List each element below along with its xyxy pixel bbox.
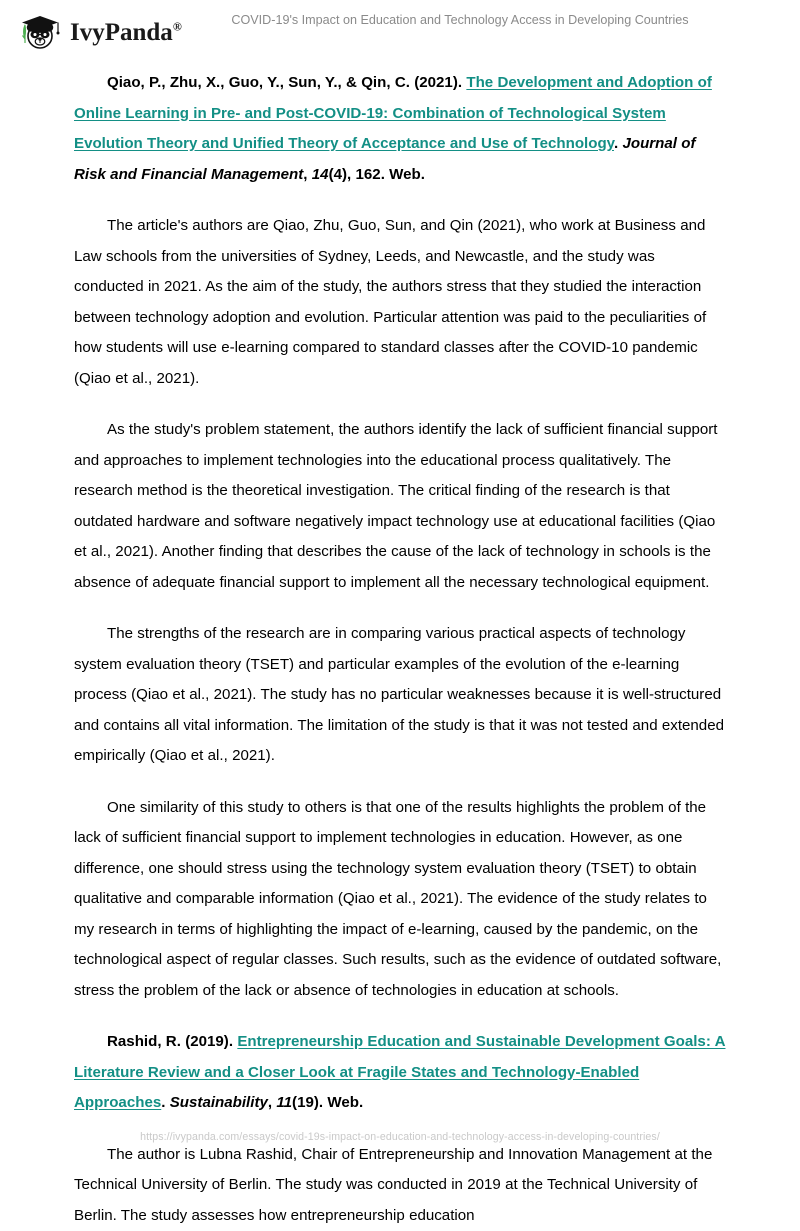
reference-authors-year: Qiao, P., Zhu, X., Guo, Y., Sun, Y., & Qin, C. (2021). [107, 74, 466, 91]
reference-title-link[interactable]: Entrepreneurship Education and Sustainable Development Goals: A Literature Review and a Closer Look at Fragile States and Technology-Enabled Approaches [74, 1033, 726, 1111]
paragraph-strengths-weaknesses: The strengths of the research are in comparing various practical aspects of technology system evaluation theory (TSET) and particular examples of the evolution of the e-learning process (Qiao et al., 2021). The study has no particular weaknesses because it is well-structured and contains all vital information. The limitation of the study is that it was not tested and extended empirically (Qiao et al., 2021). [74, 619, 726, 772]
paragraph-article-authors: The article's authors are Qiao, Zhu, Guo, Sun, and Qin (2021), who work at Business and Law schools from the universities of Sydney, Leeds, and Newcastle, and the study was conducted in 2021. As the aim of the study, the authors stress that they studied the interaction between technology adoption and evolution. Particular attention was paid to the peculiarities of how students will use e-learning compared to standard classes after the COVID-10 pandemic (Qiao et al., 2021). [74, 211, 726, 394]
page-header [0, 0, 800, 57]
document-body [74, 68, 726, 1231]
brand-name-text: IvyPanda [70, 19, 173, 46]
reference-title-link[interactable]: The Development and Adoption of Online Learning in Pre- and Post-COVID-19: Combination of Technological System Evolution Theory and Unified Theory of Acceptance and Use of Technology [74, 74, 712, 152]
registered-trademark-symbol: ® [173, 19, 182, 33]
paragraph-rashid-author: The author is Lubna Rashid, Chair of Entrepreneurship and Innovation Management at the Technical University of Berlin. The study was conducted in 2019 at the Technical University of Berlin. The study assesses how entrepreneurship education [74, 1140, 726, 1231]
reference-volume: 11 [276, 1094, 292, 1111]
paragraph-problem-statement: As the study's problem statement, the authors identify the lack of sufficient financial support and approaches to implement technologies into the educational process qualitatively. The research method is the theoretical investigation. The critical finding of the research is that outdated hardware and software negatively impact technology use at educational facilities (Qiao et al., 2021). Another finding that describes the cause of the lack of technology in schools is the absence of adequate financial support to implement all the necessary technological equipment. [74, 415, 726, 598]
reference-journal-name: Sustainability [170, 1094, 268, 1111]
reference-issue-page: (19). Web. [292, 1094, 363, 1111]
reference-comma: , [268, 1094, 277, 1111]
reference-volume: 14 [312, 166, 329, 183]
reference-issue-page: (4), 162. Web. [329, 166, 425, 183]
footer-source-url[interactable]: https://ivypanda.com/essays/covid-19s-impact-on-education-and-technology-access-in-developing-countries/ [0, 1131, 800, 1143]
reference-punctuation: . [614, 135, 623, 152]
reference-journal-name: Journal of Risk and Financial Management [74, 135, 696, 183]
paragraph-similarities-differences: One similarity of this study to others is that one of the results highlights the problem of the lack of sufficient financial support to implement technologies in education. However, as one difference, one should stress using the technology system evaluation theory (TSET) to obtain qualitative and comparable information (Qiao et al., 2021). The evidence of the study relates to my research in terms of highlighting the impact of e-learning, caused by the pandemic, on the technological aspect of regular classes. Such results, such as the evidence of outdated software, stress the problem of the lack or absence of technologies in education at schools. [74, 793, 726, 1007]
reference-punctuation: . [161, 1094, 170, 1111]
document-title-header: COVID-19's Impact on Education and Technology Access in Developing Countries [0, 13, 800, 27]
reference-authors-year: Rashid, R. (2019). [107, 1033, 237, 1050]
reference-comma: , [303, 166, 312, 183]
reference-entry-qiao [74, 68, 726, 190]
reference-entry-rashid [74, 1027, 726, 1119]
